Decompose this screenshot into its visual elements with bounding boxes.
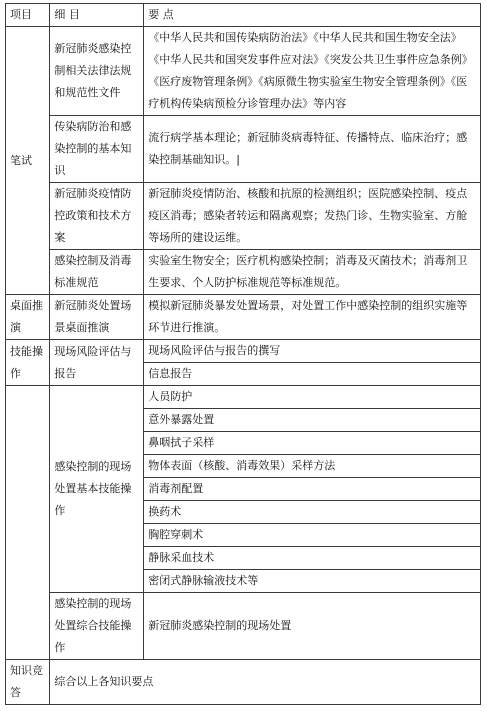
points-cell: 物体表面（核酸、消毒效果）采样方法 bbox=[144, 455, 481, 478]
exam-content-table bbox=[5, 3, 481, 705]
detail-cell: 感染控制及消毒标准规范 bbox=[50, 250, 144, 295]
points-cell: 意外暴露处置 bbox=[144, 409, 481, 432]
points-cell: 人员防护 bbox=[144, 386, 481, 409]
category-skills: 技能操作 bbox=[6, 340, 50, 386]
detail-cell: 新冠肺炎处置场景桌面推演 bbox=[50, 295, 144, 340]
table-row bbox=[6, 660, 481, 705]
points-cell: 模拟新冠肺炎暴发处置场景，对处置工作中感染控制的组织实施等环节进行推演。 bbox=[144, 295, 481, 340]
header-detail: 细 目 bbox=[50, 4, 144, 27]
header-points: 要 点 bbox=[144, 4, 481, 27]
points-cell: 《中华人民共和国传染病防治法》《中华人民共和国生物安全法》《中华人民共和国突发事件应对法》《突发公共卫生事件应急条例》《医疗废物管理条例》《病原微生物实验室生物安全管理条例》《医疗机构传染病预检分诊管理办法》等内容 bbox=[144, 27, 481, 116]
points-cell: 消毒剂配置 bbox=[144, 478, 481, 501]
detail-cell: 现场风险评估与报告 bbox=[50, 340, 144, 386]
points-cell: 胸腔穿刺术 bbox=[144, 524, 481, 547]
points-cell: 新冠肺炎疫情防治、核酸和抗原的检测组织；医院感染控制、疫点疫区消毒；感染者转运和隔离观察；发热门诊、生物实验室、方舱等场所的建设运维。 bbox=[144, 183, 481, 250]
header-item: 项目 bbox=[6, 4, 50, 27]
detail-cell: 感染控制的现场处置综合技能操作 bbox=[50, 593, 144, 660]
table-row bbox=[6, 593, 481, 660]
table-row bbox=[6, 183, 481, 250]
table-row bbox=[6, 295, 481, 340]
points-cell: 鼻咽拭子采样 bbox=[144, 432, 481, 455]
points-cell: 实验室生物安全；医疗机构感染控制；消毒及灭菌技术；消毒剂卫生要求、个人防护标准规范等标准规范。 bbox=[144, 250, 481, 295]
header-row bbox=[6, 4, 481, 27]
category-quiz: 知识竞答 bbox=[6, 660, 50, 705]
detail-cell: 新冠肺炎疫情防控政策和技术方案 bbox=[50, 183, 144, 250]
points-cell: 密闭式静脉输液技术等 bbox=[144, 570, 481, 593]
points-cell: 流行病学基本理论；新冠肺炎病毒特征、传播特点、临床治疗；感染控制基础知识。| bbox=[144, 116, 481, 183]
category-desktop: 桌面推演 bbox=[6, 295, 50, 340]
points-cell: 现场风险评估与报告的撰写 bbox=[144, 340, 481, 363]
detail-cell: 传染病防治和感染控制的基本知识 bbox=[50, 116, 144, 183]
table-row bbox=[6, 27, 481, 116]
table-row bbox=[6, 250, 481, 295]
points-cell: 换药术 bbox=[144, 501, 481, 524]
points-cell: 综合以上各知识要点 bbox=[50, 660, 481, 705]
table-row bbox=[6, 340, 481, 363]
detail-cell: 新冠肺炎感染控制相关法律法规和规范性文件 bbox=[50, 27, 144, 116]
category-practical bbox=[6, 386, 50, 660]
table-row bbox=[6, 116, 481, 183]
category-written: 笔试 bbox=[6, 27, 50, 295]
table-row bbox=[6, 386, 481, 409]
points-cell: 信息报告 bbox=[144, 363, 481, 386]
points-cell: 静脉采血技术 bbox=[144, 547, 481, 570]
points-cell: 新冠肺炎感染控制的现场处置 bbox=[144, 593, 481, 660]
detail-cell: 感染控制的现场处置基本技能操作 bbox=[50, 386, 144, 593]
